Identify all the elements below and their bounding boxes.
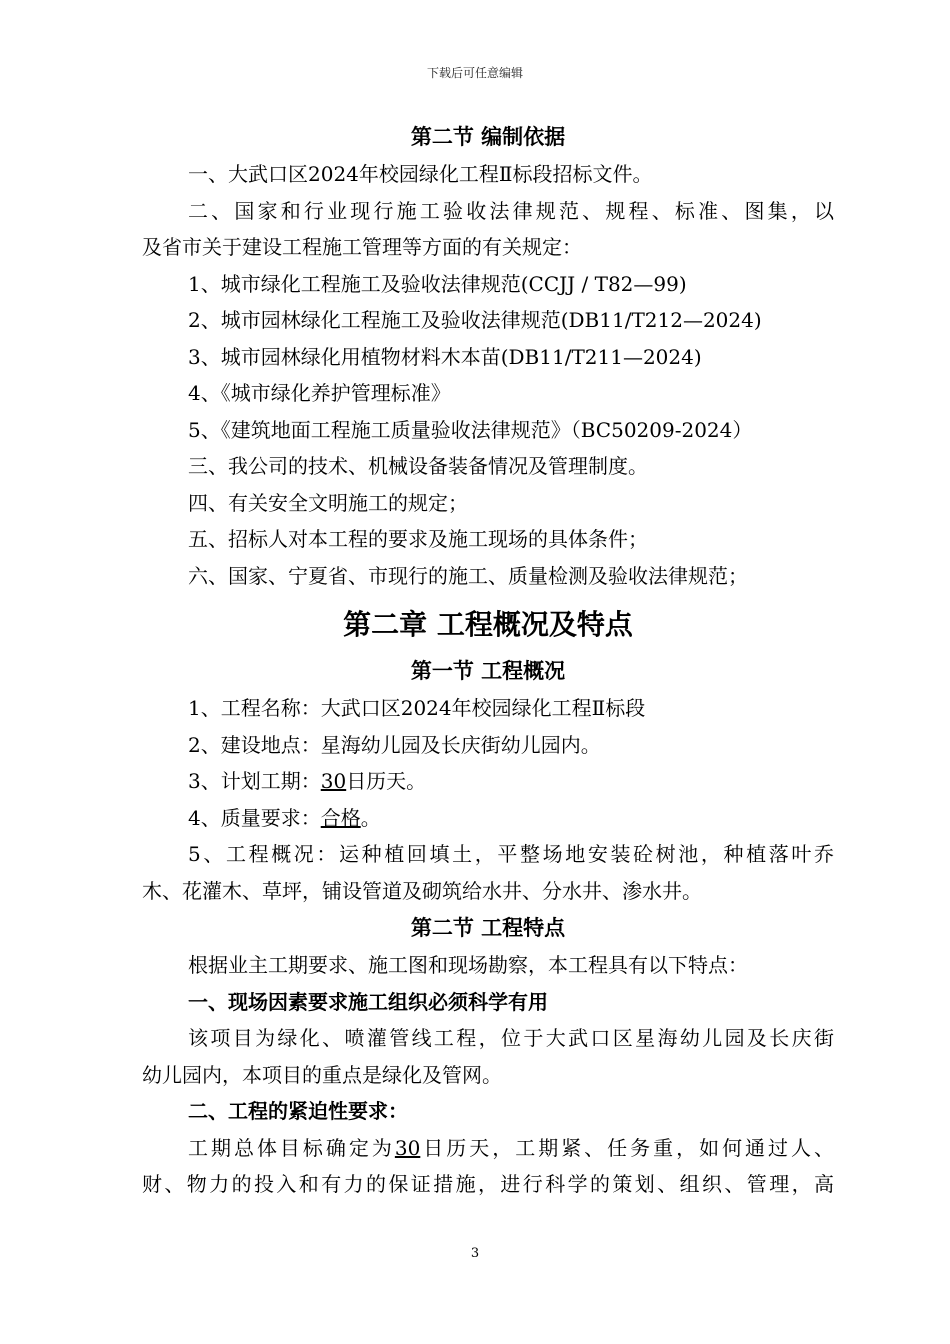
feature-para1-line2: 幼儿园内，本项目的重点是绿化及管网。 [142, 1062, 502, 1087]
features-intro: 根据业主工期要求、施工图和现场勘察，本工程具有以下特点： [188, 953, 748, 977]
quality-label: 4、质量要求： [188, 805, 321, 830]
quality-suffix: 。 [360, 805, 381, 830]
basis-item-2-line2: 及省市关于建设工程施工管理等方面的有关规定： [142, 235, 582, 259]
chapter-title: 第二章 工程概况及特点 [343, 608, 633, 641]
basis-item-6: 六、国家、宁夏省、市现行的施工、质量检测及验收法律规范； [188, 563, 748, 588]
section-title-overview: 第一节 工程概况 [410, 658, 566, 683]
period-label: 3、计划工期： [188, 769, 321, 793]
basis-sub-item-2: 2、城市园林绿化工程施工及验收法律规范(DB11/T212—2024) [188, 308, 762, 332]
period-suffix: 日历天。 [346, 769, 427, 793]
feature-para2-line2: 财、物力的投入和有力的保证措施，进行科学的策划、组织、管理，高 [142, 1172, 834, 1196]
quality-value: 合格 [320, 805, 361, 830]
project-name: 1、工程名称：大武口区2024年校园绿化工程Ⅱ标段 [188, 696, 646, 720]
basis-item-5: 五、招标人对本工程的要求及施工现场的具体条件； [188, 527, 648, 551]
basis-sub-item-4: 4、《城市绿化养护管理标准》 [188, 381, 451, 405]
project-location: 2、建设地点：星海幼儿园及长庆街幼儿园内。 [188, 732, 601, 757]
section-title-features: 第二节 工程特点 [410, 915, 566, 940]
para2-period-value: 30 [394, 1135, 421, 1160]
page-content [142, 118, 834, 1203]
basis-sub-item-1: 1、城市绿化工程施工及验收法律规范(CCJJ / T82—99) [188, 271, 687, 296]
project-overview-line2: 木、花灌木、草坪，铺设管道及砌筑给水井、分水井、渗水井。 [142, 878, 702, 903]
basis-item-4: 四、有关安全文明施工的规定； [188, 490, 468, 515]
basis-sub-item-5: 5、《建筑地面工程施工质量验收法律规范》（BC50209-2024） [188, 417, 753, 442]
para2-suffix: 日历天，工期紧、任务重，如何通过人、 [420, 1135, 835, 1160]
feature-heading-1: 一、现场因素要求施工组织必须科学有用 [188, 989, 548, 1014]
header-note: 下载后可任意编辑 [426, 66, 523, 80]
project-quality [142, 800, 834, 837]
project-period [142, 763, 834, 800]
basis-item-1: 一、大武口区2024年校园绿化工程Ⅱ标段招标文件。 [188, 162, 653, 186]
feature-para1-line1: 该项目为绿化、喷灌管线工程，位于大武口区星海幼儿园及长庆街 [188, 1026, 834, 1050]
page-number: 3 [470, 1246, 480, 1261]
feature-heading-2: 二、工程的紧迫性要求： [188, 1099, 408, 1123]
feature-para2-line1 [142, 1130, 834, 1167]
project-overview-line1: 5、工程概况：运种植回填土，平整场地安装砼树池，种植落叶乔 [188, 842, 834, 866]
para2-prefix: 工期总体目标确定为 [188, 1135, 395, 1160]
basis-sub-item-3: 3、城市园林绿化用植物材料木本苗(DB11/T211—2024) [188, 344, 702, 369]
basis-item-3: 三、我公司的技术、机械设备装备情况及管理制度。 [188, 454, 648, 478]
basis-item-2-line1: 二、国家和行业现行施工验收法律规范、规程、标准、图集，以 [188, 198, 834, 223]
section-title-basis: 第二节 编制依据 [410, 124, 566, 149]
period-value: 30 [320, 769, 347, 793]
